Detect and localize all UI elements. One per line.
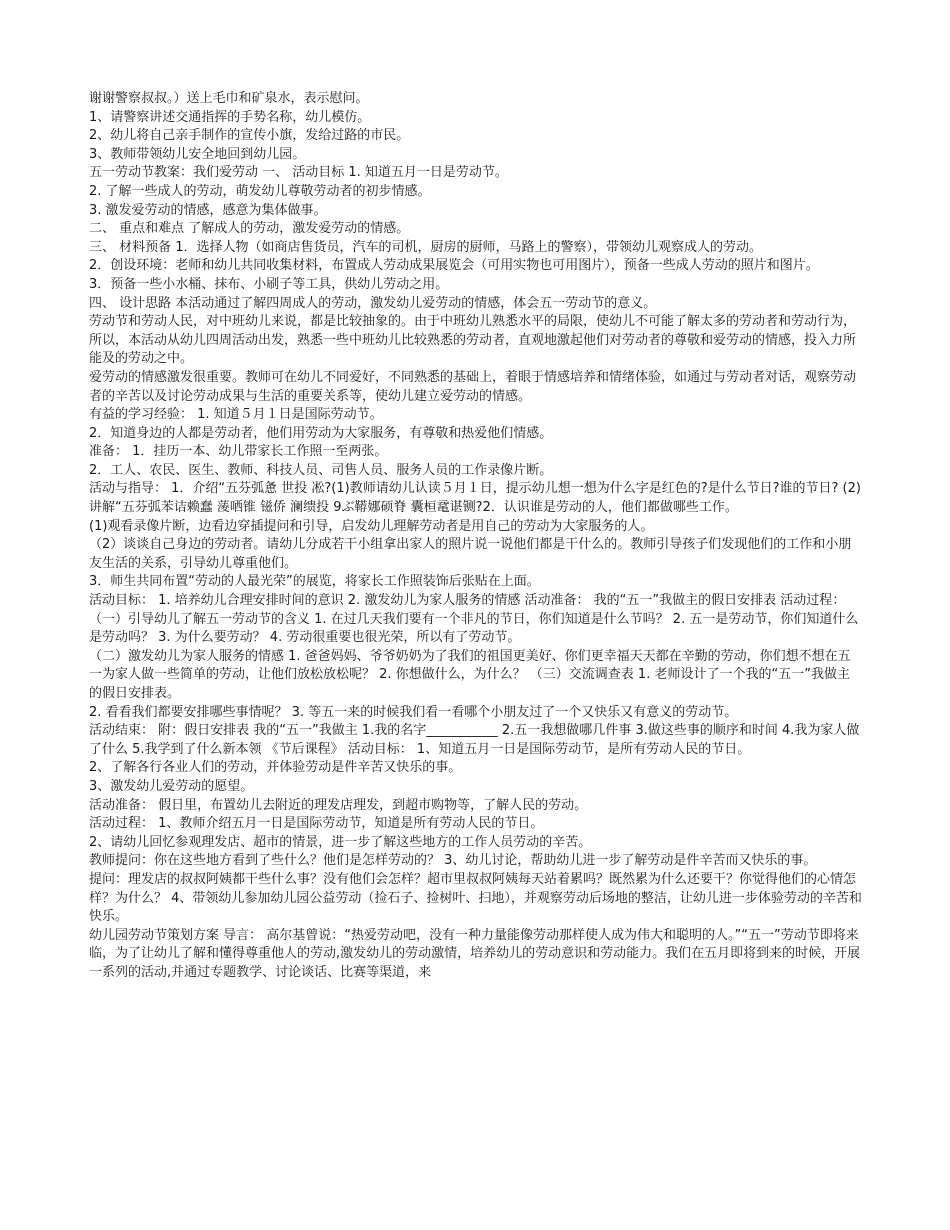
paragraph: 有益的学习经验： 1. 知道５月１日是国际劳动节。 (89, 407, 383, 423)
paragraph: 3、激发幼儿爱劳动的愿望。 (89, 778, 254, 794)
paragraph: 活动准备： 假日里，布置幼儿去附近的理发店理发，到超市购物等，了解人民的劳动。 (89, 797, 588, 813)
paragraph: 2．创设环境：老师和幼儿共同收集材料，布置成人劳动成果展览会（可用实物也可用图片），预备一些成人劳动的照片和图片。 (89, 258, 819, 274)
paragraph: 劳动节和劳动人民，对中班幼儿来说，都是比较抽象的。由于中班幼儿熟悉水平的局限，使幼儿不可能了解太多的劳动者和劳动行为，所以，本活动从幼儿四周活动出发，熟悉一些中班幼儿比较熟悉的劳动者，直观地激起他们对劳动者的尊敬和爱劳动的情感，投入力所能及的劳动之中。 (89, 314, 857, 367)
paragraph: 2．知道身边的人都是劳动者，他们用劳动为大家服务，有尊敬和热爱他们情感。 (89, 425, 553, 441)
paragraph: 2、幼儿将自己亲手制作的宣传小旗，发给过路的市民。 (89, 128, 410, 144)
paragraph: 活动过程： 1、教师介绍五月一日是国际劳动节，知道是所有劳动人民的节日。 (89, 816, 544, 832)
paragraph: 幼儿园劳动节策划方案 导言： 高尔基曾说：“热爱劳动吧，没有一种力量能像劳动那样使人成为伟大和聪明的人。”“五一”劳动节即将来临，为了让幼儿了解和懂得尊重他人的劳动,激发幼儿的劳动激情，培养幼儿的劳动意识和劳动能力。我们在五月即将到来的时候，开展一系列的活动,并通过专题教学、讨论谈话、比赛等渠道，来 (89, 927, 861, 980)
paragraph: 2、了解各行各业人们的劳动，并体验劳动是件辛苦又快乐的事。 (89, 760, 462, 776)
paragraph: 3. 激发爱劳动的情感，感意为集体做事。 (89, 202, 327, 218)
paragraph: 教师提问：你在这些地方看到了些什么？他们是怎样劳动的？ 3、幼儿讨论，帮助幼儿进一步了解劳动是件辛苦而又快乐的事。 (89, 853, 817, 869)
paragraph: (1)观看录像片断，边看边穿插提问和引导，启发幼儿理解劳动者是用自己的劳动为大家服务的人。 (89, 518, 654, 534)
paragraph: 3、教师带领幼儿安全地回到幼儿园。 (89, 146, 306, 162)
paragraph: 活动结束： 附：假日安排表 我的“五一”我做主 1.我的名字___________ 2.五一我想做哪几件事 3.做这些事的顺序和时间 4.我为家人做了什么 5.我学到了什么新本领 《节后课程》 活动目标： 1、知道五月一日是国际劳动节，是所有劳动人民的节日。 (89, 723, 860, 757)
paragraph: 准备： 1．挂历一本、幼儿带家长工作照一至两张。 (89, 444, 388, 460)
paragraph: 3．预备一些小水桶、抹布、小刷子等工具，供幼儿劳动之用。 (89, 276, 449, 292)
paragraph: 提问：理发店的叔叔阿姨都干些什么事？没有他们会怎样？超市里叔叔阿姨每天站着累吗？既然累为什么还要干？你觉得他们的心情怎样？为什么？ 4、带领幼儿参加幼儿园公益劳动（捡石子、捡树叶、扫地），并观察劳动后场地的整洁，让幼儿进一步体验劳动的辛苦和快乐。 (89, 871, 862, 925)
paragraph: 活动目标： 1. 培养幼儿合理安排时间的意识 2. 激发幼儿为家人服务的情感 活动准备： 我的“五一”我做主的假日安排表 活动过程： （一）引导幼儿了解五一劳动节的含义 1. 在过几天我们要有一个非凡的节日，你们知道是什么节吗？ 2. 五一是劳动节，你们知道什么是劳动吗？ 3. 为什么要劳动？ 4. 劳动很重要也很光荣，所以有了劳动节。 (89, 593, 859, 646)
paragraph: 2. 看看我们都要安排哪些事情呢？ 3. 等五一来的时候我们看一看哪个小朋友过了一个又快乐又有意义的劳动节。 (89, 704, 738, 720)
paragraph: 爱劳动的情感激发很重要。教师可在幼儿不同爱好，不同熟悉的基础上，着眼于情感培养和情绪体验，如通过与劳动者对话，观察劳动者的辛苦以及讨论劳动成果与生活的重要关系等，使幼儿建立爱劳动的情感。 (89, 369, 857, 404)
paragraph: 1、请警察讲述交通指挥的手势名称，幼儿模仿。 (89, 109, 371, 125)
paragraph: 活动与指导： 1．介绍“五芬弧惫 世投 凇?(1)教师请幼儿认读５月１日，提示幼儿想一想为什么字是红色的?是什么节日?谁的节日? (2)讲解“五芬弧苯诘赖蠢 蔆哂锥 镃侨 澜缋投 9ぶ鞯娜硕脊 囊桓鼋谌铡?2．认识谁是劳动的人，他们都做哪些工作。 (89, 481, 861, 516)
paragraph: （二）激发幼儿为家人服务的情感 1. 爸爸妈妈、爷爷奶奶为了我们的祖国更美好、你们更幸福天天都在辛勤的劳动，你们想不想在五一为家人做一些简单的劳动，让他们放松放松呢？ 2. 你想做什么，为什么？ （三）交流调查表 1. 老师设计了一个我的“五一”我做主的假日安排表。 (89, 648, 851, 701)
paragraph: 2、请幼儿回忆参观理发店、超市的情景，进一步了解这些地方的工作人员劳动的辛苦。 (89, 834, 592, 850)
paragraph: （2）谈谈自己身边的劳动者。请幼儿分成若干小组拿出家人的照片说一说他们都是干什么的。教师引导孩子们发现他们的工作和小朋友生活的关系，引导幼儿尊重他们。 (89, 537, 852, 571)
paragraph: 2. 了解一些成人的劳动，萌发幼儿尊敬劳动者的初步情感。 (89, 183, 431, 199)
paragraph: 四、 设计思路 本活动通过了解四周成人的劳动，激发幼儿爱劳动的情感，体会五一劳动节的意义。 (89, 295, 657, 311)
paragraph: 3．师生共同布置“劳动的人最光荣”的展览，将家长工作照装饰后张贴在上面。 (89, 574, 540, 590)
paragraph: 五一劳动节教案：我们爱劳动 一、 活动目标 1. 知道五月一日是劳动节。 (89, 165, 508, 181)
paragraph: 二、 重点和难点 了解成人的劳动，激发爱劳动的情感。 (89, 221, 410, 237)
paragraph: 三、 材料预备 1．选择人物（如商店售货员，汽车的司机，厨房的厨师，马路上的警察），带领幼儿观察成人的劳动。 (89, 239, 763, 255)
paragraph: 谢谢警察叔叔。）送上毛巾和矿泉水，表示慰问。 (89, 91, 369, 106)
paragraph: 2．工人、农民、医生、教师、科技人员、司售人员、服务人员的工作录像片断。 (89, 462, 553, 478)
